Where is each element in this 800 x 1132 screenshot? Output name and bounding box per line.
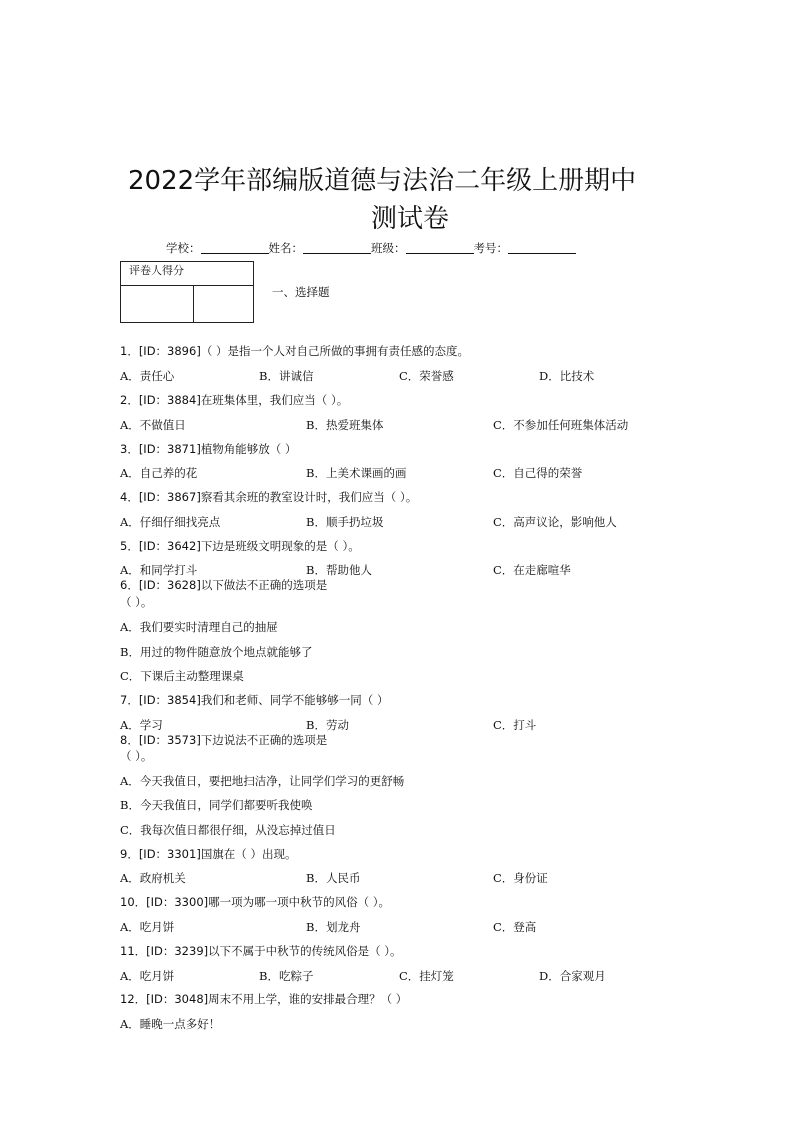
- question-number: 5．[ID：3642]: [120, 539, 201, 553]
- question-9: [120, 846, 296, 862]
- school-blank: [201, 241, 269, 254]
- question-5: [120, 538, 360, 554]
- name-label: 姓名：: [268, 241, 303, 255]
- name-blank: [303, 241, 371, 254]
- class-label: 班级：: [371, 241, 406, 255]
- option-b: B．划龙舟: [306, 920, 361, 934]
- question-text: 植物角能够放（ ）: [200, 442, 297, 456]
- option-a: A．我们要实时清理自己的抽屉: [120, 620, 278, 634]
- option-a: A．睡晚一点多好！: [120, 1017, 221, 1031]
- option-c: C．身份证: [493, 871, 548, 885]
- option-a: A．学习: [120, 718, 163, 732]
- option-b: B．帮助他人: [306, 563, 372, 577]
- score-table-header: 评卷人得分: [121, 262, 254, 286]
- question-number: 4．[ID：3867]: [120, 490, 201, 504]
- option-c: C．我每次值日都很仔细，从没忘掉过值日: [120, 823, 336, 837]
- option-b: B．人民币: [306, 871, 361, 885]
- question-8-continuation: （ ）。: [120, 749, 153, 763]
- option-a: A．和同学打斗: [120, 563, 198, 577]
- score-table: [120, 261, 254, 323]
- question-text: 哪一项为哪一项中秋节的风俗（ ）。: [208, 895, 391, 909]
- question-number: 2．[ID：3884]: [120, 393, 201, 407]
- question-6-continuation: （ ）。: [120, 595, 153, 609]
- question-7: [120, 692, 388, 708]
- question-3: [120, 441, 296, 457]
- option-c: C．不参加任何班集体活动: [493, 418, 629, 432]
- option-a: A．吃月饼: [120, 920, 175, 934]
- option-c: C．挂灯笼: [399, 969, 454, 983]
- question-text: 周末不用上学，谁的安排最合理？（ ）: [208, 992, 408, 1006]
- student-info-line: [166, 240, 576, 256]
- question-number: 10．[ID：3300]: [120, 895, 209, 909]
- question-number: 3．[ID：3871]: [120, 442, 201, 456]
- question-number: 11．[ID：3239]: [120, 944, 209, 958]
- class-blank: [406, 241, 474, 254]
- school-label: 学校：: [166, 241, 201, 255]
- document-title-line-2: 测试卷: [371, 204, 450, 234]
- question-1: [120, 343, 469, 359]
- question-12: [120, 991, 407, 1007]
- exam-no-label: 考号：: [473, 241, 508, 255]
- question-4: [120, 489, 417, 505]
- question-text: 我们和老师、同学不能够够一同（ ）: [200, 693, 389, 707]
- question-text: 察看其余班的教室设计时，我们应当（ ）。: [200, 490, 418, 504]
- question-number: 9．[ID：3301]: [120, 847, 201, 861]
- option-a: A．政府机关: [120, 871, 186, 885]
- document-title-line-1: 2022学年部编版道德与法治二年级上册期中: [128, 166, 637, 196]
- option-d: D．合家观月: [539, 969, 606, 983]
- question-text: 国旗在（ ）出现。: [200, 847, 297, 861]
- option-b: B．热爱班集体: [306, 418, 384, 432]
- option-c: C．在走廊喧华: [493, 563, 571, 577]
- question-text: 下边说法不正确的选项是: [200, 733, 328, 747]
- question-text: 在班集体里，我们应当（ ）。: [200, 393, 349, 407]
- option-a: A．自己养的花: [120, 466, 198, 480]
- question-text: 以下不属于中秋节的传统风俗是（ ）。: [208, 944, 402, 958]
- option-a: A．仔细仔细找亮点: [120, 515, 221, 529]
- option-b: B．顺手扔垃圾: [306, 515, 384, 529]
- option-c: C．下课后主动整理课桌: [120, 669, 244, 683]
- option-b: B．用过的物件随意放个地点就能够了: [120, 645, 313, 659]
- option-b: B．上美术课画的画: [306, 466, 407, 480]
- option-a: A．今天我值日，要把地扫洁净，让同学们学习的更舒畅: [120, 774, 405, 788]
- option-c: C．荣誉感: [399, 369, 454, 383]
- question-number: 12．[ID：3048]: [120, 992, 209, 1006]
- question-8: [120, 732, 327, 748]
- option-c: C．自己得的荣誉: [493, 466, 583, 480]
- question-number: 1．[ID：3896]: [120, 344, 201, 358]
- option-d: D．比技术: [539, 369, 595, 383]
- question-number: 7．[ID：3854]: [120, 693, 201, 707]
- option-c: C．高声议论，影响他人: [493, 515, 617, 529]
- option-b: B．吃粽子: [259, 969, 314, 983]
- option-a: A．吃月饼: [120, 969, 175, 983]
- score-cell-score: [194, 286, 254, 323]
- option-b: B．讲诚信: [259, 369, 314, 383]
- question-number: 8．[ID：3573]: [120, 733, 201, 747]
- score-cell-grader: [121, 286, 194, 323]
- question-number: 6．[ID：3628]: [120, 578, 201, 592]
- question-2: [120, 392, 348, 408]
- question-10: [120, 894, 390, 910]
- section-title: 一、选择题: [272, 285, 330, 299]
- option-c: C．登高: [493, 920, 537, 934]
- question-text: （ ）是指一个人对自己所做的事拥有责任感的态度。: [200, 344, 469, 358]
- question-text: 以下做法不正确的选项是: [200, 578, 328, 592]
- option-b: B．今天我值日，同学们都要听我使唤: [120, 798, 313, 812]
- option-a: A．不做值日: [120, 418, 186, 432]
- question-6: [120, 577, 327, 593]
- option-c: C．打斗: [493, 718, 537, 732]
- exam-no-blank: [508, 241, 576, 254]
- question-text: 下边是班级文明现象的是（ ）。: [200, 539, 360, 553]
- option-b: B．劳动: [306, 718, 349, 732]
- question-11: [120, 943, 402, 959]
- option-a: A．责任心: [120, 369, 175, 383]
